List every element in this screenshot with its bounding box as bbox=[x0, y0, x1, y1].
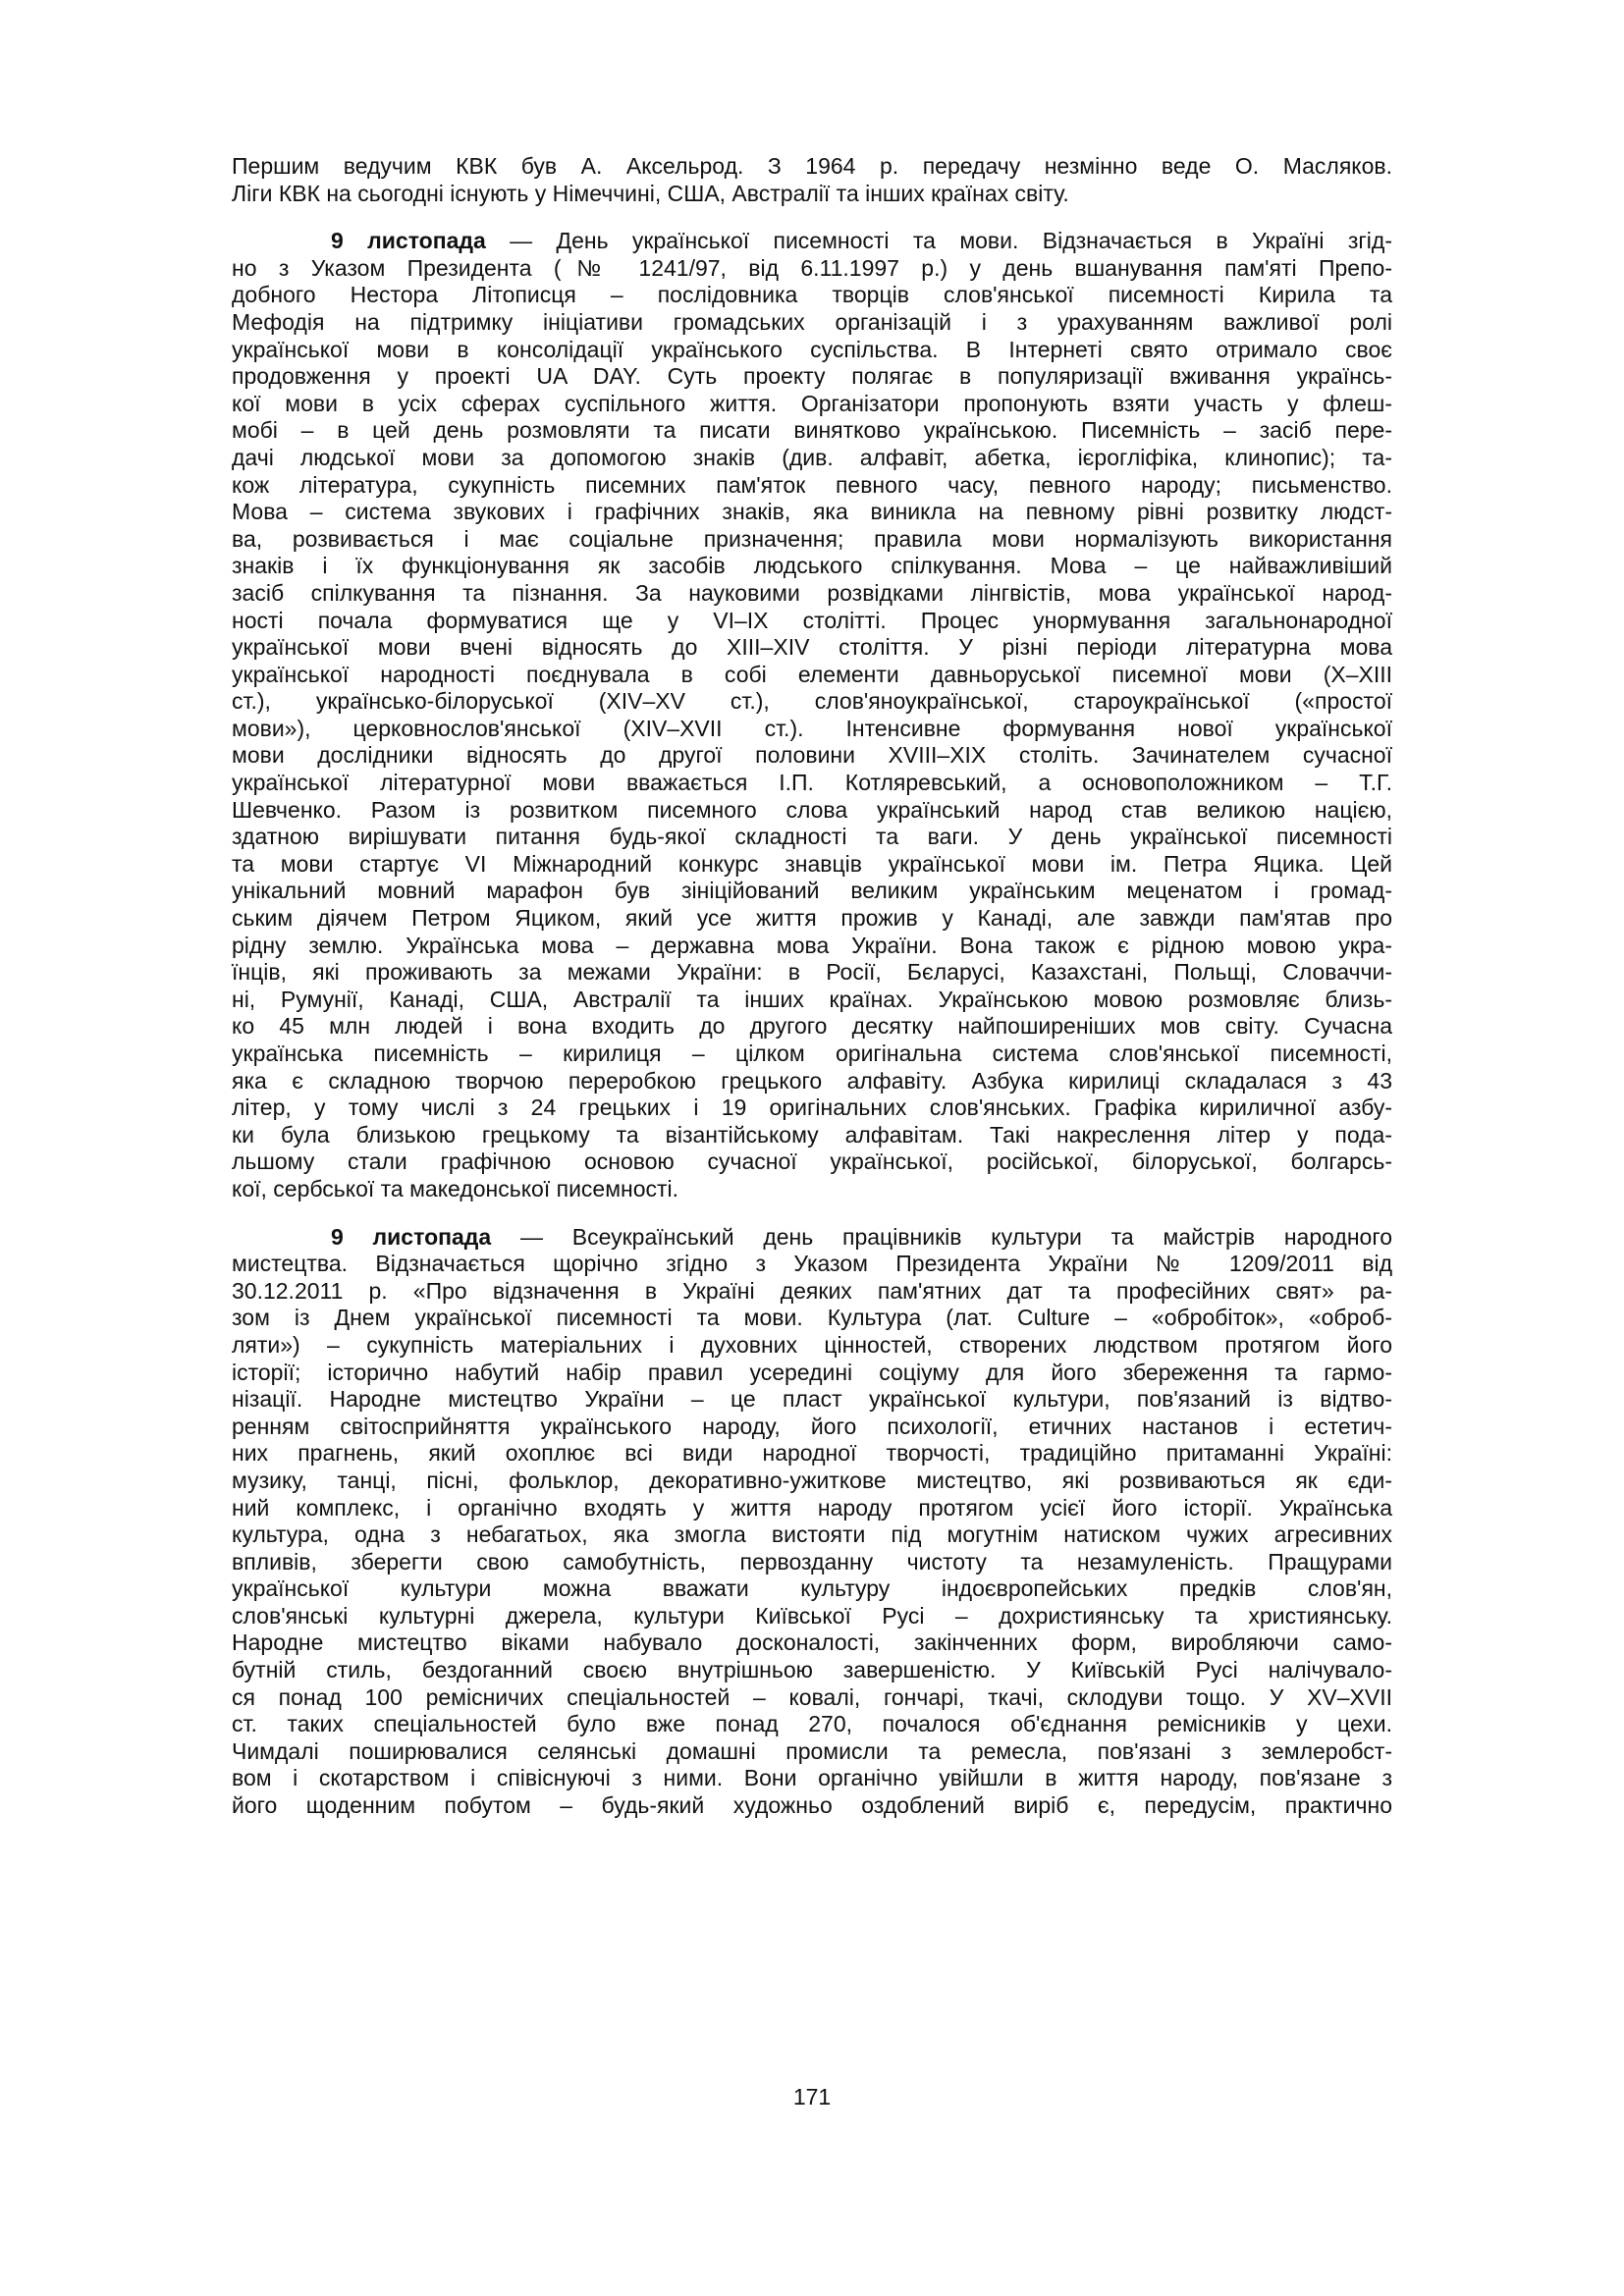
text-line: української літературної мови вважається І.П. Котляревський, а основоположником – Т.Г. bbox=[232, 770, 1392, 796]
text-line: кож література, сукупність писемних пам'яток певного часу, певного народу; письменство. bbox=[232, 471, 1392, 498]
text-line: української мови вчені відносять до XIII–XIV століття. У різні періоди літературна мова bbox=[232, 634, 1392, 661]
text-line: історії; історично набутий набір правил усередині соціуму для його збереження та гармо- bbox=[232, 1359, 1392, 1385]
text-line: української народності поєднувала в собі елементи давньоруської писемної мови (X–XIII bbox=[232, 661, 1392, 687]
text-line: ний комплекс, і органічно входять у життя народу протягом усієї його історії. Українська bbox=[232, 1494, 1392, 1521]
paragraph bbox=[232, 228, 1392, 1202]
body-text bbox=[232, 153, 1392, 1820]
text-line: них прагнень, який охоплює всі види народної творчості, традиційно притаманні Україні: bbox=[232, 1440, 1392, 1467]
text-line: кої, сербської та македонської писемності. bbox=[232, 1175, 679, 1201]
text-line: ст.), українсько-білоруської (XIV–XV ст.), слов'яноукраїнської, староукраїнської («простої bbox=[232, 688, 1392, 715]
text-line: мови дослідники відносять до другої половини XVIII–XIX століть. Зачинателем сучасної bbox=[232, 742, 1392, 769]
text-line: льшому стали графічною основою сучасної української, російської, білоруської, болгарсь- bbox=[232, 1148, 1392, 1175]
text-line bbox=[232, 1224, 1392, 1252]
text-line: ва, розвивається і має соціальне призначення; правила мови нормалізують використання bbox=[232, 525, 1392, 552]
text-line: Ліги КВК на сьогодні існують у Німеччині, США, Австралії та інших країнах світу. bbox=[232, 180, 1069, 206]
text-line: вом і скотарством і співіснуючі з ними. Вони органічно увійшли в життя народу, пов'язане з bbox=[232, 1765, 1392, 1791]
text-line: літер, у тому числі з 24 грецьких і 19 оригінальних слов'янських. Графіка кириличної азбу- bbox=[232, 1095, 1392, 1121]
text-line: мобі – в цей день розмовляти та писати винятково українською. Писемність – засіб пере- bbox=[232, 417, 1392, 444]
text-line: їнців, які проживають за межами України: в Росії, Бєларусі, Казахстані, Польщі, Словаччи- bbox=[232, 959, 1392, 986]
text-line: ки була близькою грецькому та візантійському алфавітам. Такі накреслення літер у пода- bbox=[232, 1121, 1392, 1148]
text-line: дачі людської мови за допомогою знаків (див. алфавіт, абетка, ієрогліфіка, клинопис); та- bbox=[232, 444, 1392, 470]
text-line: українська писемність – кирилиця – цілком оригінальна система слов'янської писемності, bbox=[232, 1041, 1392, 1066]
text-line: ренням світосприйняття українського народу, його психології, етичних настанов і естетич- bbox=[232, 1413, 1392, 1439]
text-line: рідну землю. Українська мова – державна мова України. Вона також є рідною мовою укра- bbox=[232, 932, 1392, 958]
text-line: Шевченко. Разом із розвитком писемного слова український народ став великою нацією, bbox=[232, 796, 1392, 823]
text-line: бутній стиль, бездоганний своєю внутрішньою завершеністю. У Київській Русі налічувало- bbox=[232, 1657, 1392, 1683]
text-line: ко 45 млн людей і вона входить до другого десятку найпоширеніших мов світу. Сучасна bbox=[232, 1013, 1392, 1040]
line-text: — Всеукраїнський день працівників культури та майстрів народного bbox=[491, 1223, 1392, 1250]
line-text: — День української писемності та мови. Відзначається в Україні згід- bbox=[485, 228, 1392, 254]
text-line: української культури можна вважати культуру індоєвропейських предків слов'ян, bbox=[232, 1575, 1392, 1602]
text-line: та мови стартує VI Міжнародний конкурс знавців української мови ім. Петра Яцика. Цей bbox=[232, 850, 1392, 877]
text-line: Мова – система звукових і графічних знаків, яка виникла на певному рівні розвитку людст- bbox=[232, 499, 1392, 525]
text-line: культура, одна з небагатьох, яка змогла вистояти під могутнім натиском чужих агресивних bbox=[232, 1522, 1392, 1548]
text-line: Чимдалі поширювалися селянські домашні промисли та ремесла, пов'язані з землеробст- bbox=[232, 1737, 1392, 1764]
text-line: продовження у проекті UA DAY. Суть проекту полягає в популяризації вживання українсь- bbox=[232, 363, 1392, 390]
text-line: Народне мистецтво віками набувало досконалості, закінченних форм, виробляючи само- bbox=[232, 1629, 1392, 1656]
date-heading: 9 листопада bbox=[331, 228, 486, 254]
text-line: ст. таких спеціальностей було вже понад 270, почалося об'єднання ремісників у цехи. bbox=[232, 1711, 1392, 1737]
text-line: нізації. Народне мистецтво України – це пласт української культури, пов'язаний із відтво- bbox=[232, 1386, 1392, 1413]
paragraph bbox=[232, 1224, 1392, 1820]
text-line: мови»), церковнослов'янської (XIV–XVII ст.). Інтенсивне формування нової української bbox=[232, 715, 1392, 741]
text-line: яка є складною творчою переробкою грецького алфавіту. Азбука кирилиці складалася з 43 bbox=[232, 1067, 1392, 1094]
text-line: музику, танці, пісні, фольклор, декоративно-ужиткове мистецтво, які розвиваються як єди- bbox=[232, 1467, 1392, 1493]
text-line: Першим ведучим КВК був А. Аксельрод. З 1964 р. передачу незмінно веде О. Масляков. bbox=[232, 153, 1392, 179]
text-line: української мови в консолідації українського суспільства. В Інтернеті свято отримало своє bbox=[232, 336, 1392, 362]
text-line: 30.12.2011 р. «Про відзначення в Україні деяких пам'ятних дат та професійних свят» ра- bbox=[232, 1277, 1392, 1304]
paragraph bbox=[232, 153, 1392, 207]
text-line: впливів, зберегти свою самобутність, первозданну чистоту та незамуленість. Пращурами bbox=[232, 1548, 1392, 1575]
text-line: Мефодія на підтримку ініціативи громадських організацій і з урахуванням важливої ролі bbox=[232, 308, 1392, 335]
text-line: ляти») – сукупність матеріальних і духовних цінностей, створених людством протягом його bbox=[232, 1331, 1392, 1358]
text-line: знаків і їх функціонування як засобів людського спілкування. Мова – це найважливіший bbox=[232, 553, 1392, 579]
text-line: зом із Днем української писемності та мови. Культура (лат. Culture – «обробіток», «оброб- bbox=[232, 1305, 1392, 1331]
text-line: унікальний мовний марафон був зініційований великим українським меценатом і громад- bbox=[232, 878, 1392, 904]
page-number: 171 bbox=[792, 2084, 832, 2109]
text-line: слов'янські культурні джерела, культури Київської Русі – дохристиянську та християнську. bbox=[232, 1602, 1392, 1629]
date-heading: 9 листопада bbox=[331, 1223, 492, 1250]
text-line: мистецтва. Відзначається щорічно згідно з Указом Президента України № 1209/2011 від bbox=[232, 1251, 1392, 1277]
text-line: ським діячем Петром Яциком, який усе життя прожив у Канаді, але завжди пам'ятав про bbox=[232, 905, 1392, 932]
text-line: його щоденним побутом – будь-який художньо оздоблений виріб є, передусім, практично bbox=[232, 1792, 1392, 1819]
text-line: но з Указом Президента (№ 1241/97, від 6.11.1997 р.) у день вшанування пам'яті Препо- bbox=[232, 254, 1392, 281]
text-line: засіб спілкування та пізнання. За науковими розвідками лінгвістів, мова української народ- bbox=[232, 579, 1392, 606]
text-line bbox=[232, 228, 1392, 255]
text-line: кої мови в усіх сферах суспільного життя. Організатори пропонують взяти участь у флеш- bbox=[232, 390, 1392, 416]
text-line: здатною вирішувати питання будь-якої складності та ваги. У день української писемності bbox=[232, 824, 1392, 850]
text-line: добного Нестора Літописця – послідовника творців слов'янської писемності Кирила та bbox=[232, 282, 1392, 308]
text-line: ні, Румунії, Канаді, США, Австралії та інших країнах. Українською мовою розмовляє близь- bbox=[232, 986, 1392, 1012]
text-line: ся понад 100 ремісничих спеціальностей – ковалі, гончарі, ткачі, склодуви тощо. У XV–XVII bbox=[232, 1683, 1392, 1710]
text-line: ності почала формуватися ще у VI–IX столітті. Процес унормування загальнонародної bbox=[232, 607, 1392, 633]
